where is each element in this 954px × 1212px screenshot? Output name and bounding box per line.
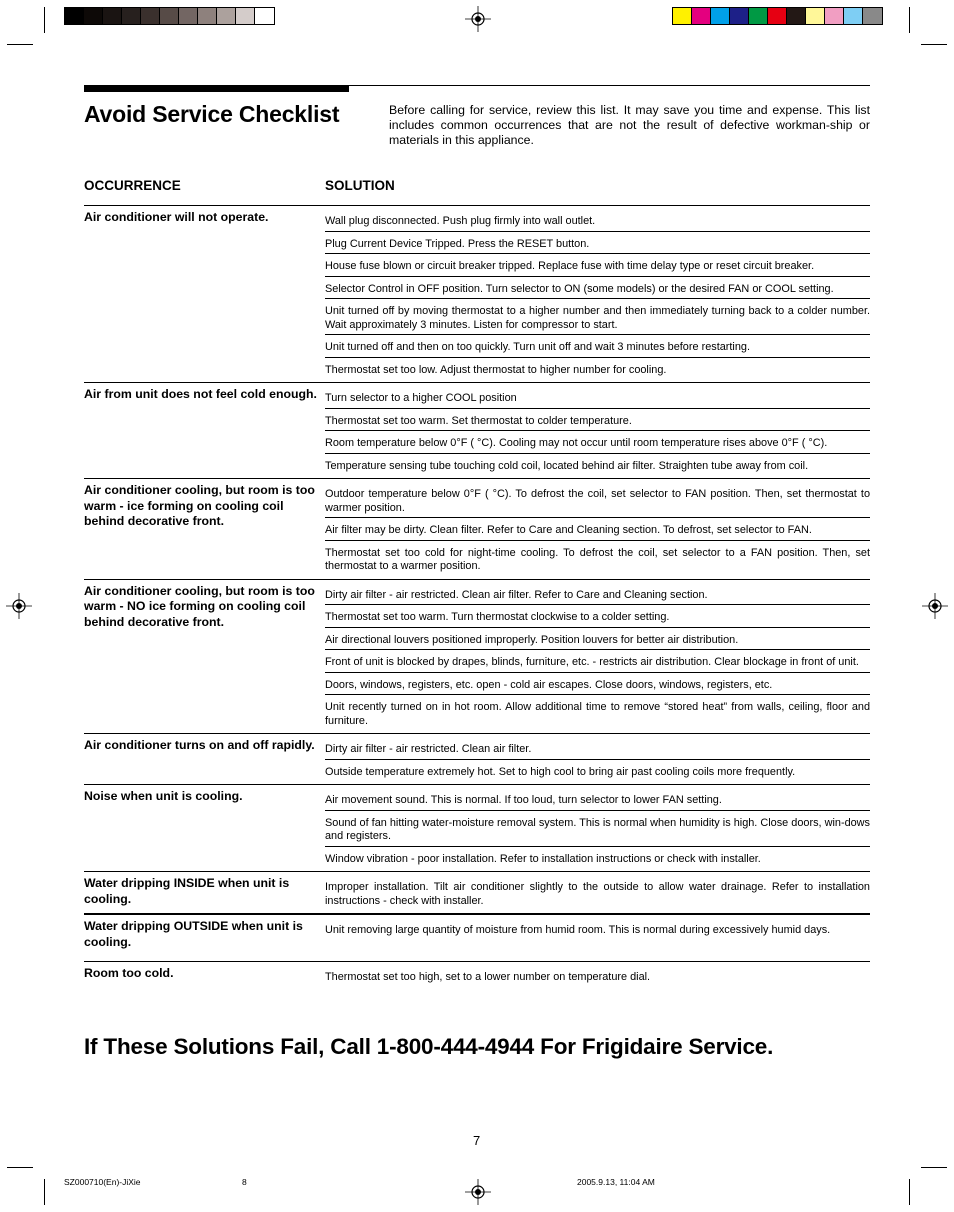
crop-mark: [921, 1167, 947, 1168]
solution-item: Room temperature below 0°F ( °C). Cooling may not occur until room temperature rises above 0°F ( °C).: [325, 431, 870, 454]
color-swatch: [217, 8, 236, 24]
solution-list: [325, 734, 870, 784]
solution-item: Unit turned off and then on too quickly. Turn unit off and wait 3 minutes before restarting.: [325, 335, 870, 358]
checklist-group: [84, 733, 870, 784]
color-swatch: [65, 8, 84, 24]
solution-item: Dirty air filter - air restricted. Clean air filter. Refer to Care and Cleaning section.: [325, 580, 870, 606]
column-header-solution: SOLUTION: [325, 178, 395, 193]
header-rule: [349, 85, 870, 86]
registration-mark-icon: [465, 1179, 491, 1205]
checklist-group: [84, 382, 870, 478]
occurrence-label: Air conditioner cooling, but room is too warm - NO ice forming on cooling coil behind decorative front.: [84, 583, 315, 629]
footer-sheet: 8: [242, 1177, 247, 1187]
solution-item: Outside temperature extremely hot. Set to high cool to bring air past cooling coils more frequently.: [325, 765, 796, 778]
color-swatch: [122, 8, 141, 24]
color-swatch: [84, 8, 103, 24]
color-swatch: [141, 8, 160, 24]
solution-list: [325, 580, 870, 734]
solution-item: Thermostat set too cold for night-time cooling. To defrost the coil, set selector to a FAN position. Then, set thermostat to a warmer position.: [325, 546, 870, 572]
solution-item: Wall plug disconnected. Push plug firmly into wall outlet.: [325, 206, 870, 232]
solution-item: Air movement sound. This is normal. If too loud, turn selector to lower FAN setting.: [325, 785, 870, 811]
solution-item: Front of unit is blocked by drapes, blinds, furniture, etc. - restricts air distribution. Clear blockage in front of unit.: [325, 650, 870, 673]
occurrence-label: Water dripping OUTSIDE when unit is cooling.: [84, 919, 303, 949]
color-swatch: [863, 8, 882, 24]
page-number: 7: [473, 1133, 481, 1148]
solution-item: Doors, windows, registers, etc. open - cold air escapes. Close doors, windows, registers, etc.: [325, 673, 870, 696]
occurrence-label: Water dripping INSIDE when unit is cooling.: [84, 876, 290, 906]
color-swatch: [673, 8, 692, 24]
solution-item: Dirty air filter - air restricted. Clean air filter.: [325, 734, 870, 760]
solution-item: House fuse blown or circuit breaker tripped. Replace fuse with time delay type or reset circuit breaker.: [325, 254, 870, 277]
color-swatch: [103, 8, 122, 24]
solution-item: Thermostat set too low. Adjust thermostat to higher number for cooling.: [325, 363, 667, 376]
solution-list: [325, 872, 870, 913]
color-swatch: [730, 8, 749, 24]
color-swatch: [825, 8, 844, 24]
color-calibration-bar: [672, 7, 883, 25]
crop-mark: [7, 44, 33, 45]
solution-item: Thermostat set too warm. Turn thermostat clockwise to a colder setting.: [325, 605, 870, 628]
occurrence-label: Air from unit does not feel cold enough.: [84, 387, 317, 401]
solution-list: [325, 479, 870, 579]
solution-item: Selector Control in OFF position. Turn selector to ON (some models) or the desired FAN or COOL setting.: [325, 277, 870, 300]
solution-item: Plug Current Device Tripped. Press the RESET button.: [325, 232, 870, 255]
gray-calibration-bar: [64, 7, 275, 25]
crop-mark: [7, 1167, 33, 1168]
registration-mark-icon: [465, 6, 491, 32]
solution-item: Unit removing large quantity of moisture from humid room. This is normal during excessively humid days.: [325, 924, 831, 936]
solution-item: Unit turned off by moving thermostat to a higher number and then immediately turning back to a colder number. Wait approximately 3 minutes. Listen for compressor to start.: [325, 299, 870, 335]
registration-mark-icon: [6, 593, 32, 619]
column-header-occurrence: OCCURRENCE: [84, 178, 181, 193]
solution-list: [325, 383, 870, 478]
crop-mark: [909, 7, 910, 33]
solution-item: Improper installation. Tilt air conditioner slightly to the outside to allow water drainage. Refer to installation instructions - check with installer.: [325, 881, 870, 907]
color-swatch: [160, 8, 179, 24]
page-title: Avoid Service Checklist: [84, 101, 340, 127]
occurrence-label: Air conditioner turns on and off rapidly.: [84, 738, 315, 752]
occurrence-label: Air conditioner cooling, but room is too warm - ice forming on cooling coil behind decorative front.: [84, 483, 315, 528]
checklist-group: [84, 913, 870, 961]
color-swatch: [787, 8, 806, 24]
solution-item: Thermostat set too warm. Set thermostat to colder temperature.: [325, 409, 870, 432]
color-swatch: [806, 8, 825, 24]
color-swatch: [198, 8, 217, 24]
solution-list: [325, 785, 870, 871]
registration-mark-icon: [922, 593, 948, 619]
checklist-group: [84, 205, 870, 382]
checklist-group: [84, 961, 870, 990]
solution-list: [325, 915, 870, 961]
solution-item: Outdoor temperature below 0°F ( °C). To defrost the coil, set selector to FAN position. Then, set thermostat to warmer position.: [325, 479, 870, 518]
color-swatch: [236, 8, 255, 24]
occurrence-label: Noise when unit is cooling.: [84, 789, 243, 803]
crop-mark: [921, 44, 947, 45]
color-swatch: [768, 8, 787, 24]
color-swatch: [179, 8, 198, 24]
occurrence-label: Air conditioner will not operate.: [84, 210, 269, 224]
crop-mark: [909, 1179, 910, 1205]
solution-list: [325, 206, 870, 382]
occurrence-label: Room too cold.: [84, 965, 174, 980]
color-swatch: [844, 8, 863, 24]
solution-item: Air directional louvers positioned improperly. Position louvers for better air distribution.: [325, 628, 870, 651]
solution-item: Temperature sensing tube touching cold coil, located behind air filter. Straighten tube away from coil.: [325, 459, 809, 472]
checklist-group: [84, 784, 870, 871]
solution-item: Turn selector to a higher COOL position: [325, 383, 870, 409]
footer-datetime: 2005.9.13, 11:04 AM: [577, 1177, 655, 1187]
intro-text: Before calling for service, review this list. It may save you time and expense. This list includes common occurrences that are not the result of defective workman-ship or materials in this appliance.: [389, 103, 870, 147]
crop-mark: [44, 7, 45, 33]
color-swatch: [749, 8, 768, 24]
color-swatch: [711, 8, 730, 24]
solution-item: Window vibration - poor installation. Refer to installation instructions or check with installer.: [325, 852, 761, 865]
title-bar: [84, 85, 349, 92]
color-swatch: [692, 8, 711, 24]
footer-file-id: SZ000710(En)-JiXie: [64, 1177, 141, 1187]
service-call-banner: If These Solutions Fail, Call 1-800-444-4944 For Frigidaire Service.: [84, 1034, 774, 1059]
solution-item: Air filter may be dirty. Clean filter. Refer to Care and Cleaning section. To defrost, set selector to FAN.: [325, 518, 870, 541]
color-swatch: [255, 8, 274, 24]
solution-list: [325, 962, 870, 990]
checklist-group: [84, 871, 870, 913]
solution-item: Thermostat set too high, set to a lower number on temperature dial.: [325, 970, 651, 983]
checklist-group: [84, 579, 870, 734]
checklist-table: [84, 205, 870, 989]
checklist-group: [84, 478, 870, 579]
crop-mark: [44, 1179, 45, 1205]
solution-item: Sound of fan hitting water-moisture removal system. This is normal when humidity is high. Close doors, win-dows and registers.: [325, 811, 870, 847]
solution-item: Unit recently turned on in hot room. Allow additional time to remove “stored heat” from walls, ceiling, floor and furniture.: [325, 701, 870, 727]
